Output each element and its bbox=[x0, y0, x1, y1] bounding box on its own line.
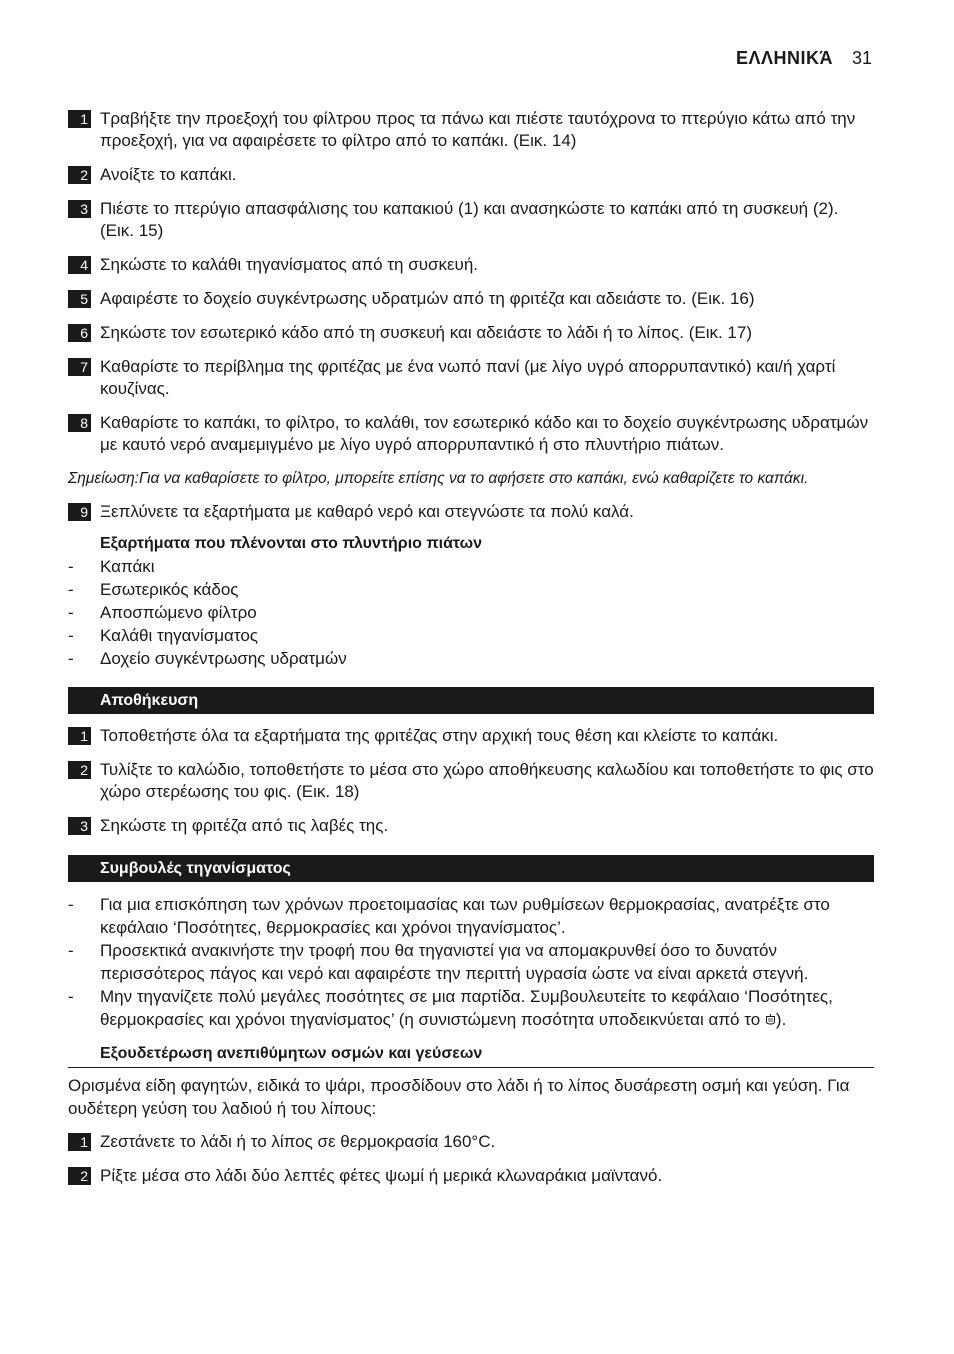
step-number: 9 bbox=[68, 503, 91, 521]
step-text: Σηκώστε τον εσωτερικό κάδο από τη συσκευή και αδειάστε το λάδι ή το λίπος. (Εικ. 17) bbox=[100, 323, 753, 342]
dash-bullet: - bbox=[68, 580, 74, 599]
step-text: Τοποθετήστε όλα τα εξαρτήματα της φριτέζας στην αρχική τους θέση και κλείστε το καπάκι. bbox=[100, 726, 779, 745]
odours-intro: Ορισμένα είδη φαγητών, ειδικά το ψάρι, προσδίδουν στο λάδι ή το λίπος δυσάρεστη οσμή και γεύση. Για ουδέτερη γεύση του λαδιού ή του λίπους: bbox=[68, 1076, 850, 1118]
section-bar-tips: Συμβουλές τηγανίσματος bbox=[68, 855, 874, 882]
step-text: Πιέστε το πτερύγιο απασφάλισης του καπακιού (1) και ανασηκώστε το καπάκι από τη συσκευή (2). (Εικ. 15) bbox=[100, 199, 839, 240]
step-text: Ξεπλύνετε τα εξαρτήματα με καθαρό νερό και στεγνώστε τα πολύ καλά. bbox=[100, 502, 634, 521]
storage-step bbox=[68, 725, 874, 747]
cleaning-step bbox=[68, 254, 874, 276]
step-text: Τραβήξτε την προεξοχή του φίλτρου προς τα πάνω και πιέστε ταυτόχρονα το πτερύγιο κάτω από την προεξοχή, για να αφαιρέσετε το φίλτρο από το καπάκι. (Εικ. 14) bbox=[100, 109, 856, 150]
dash-bullet: - bbox=[68, 626, 74, 645]
step-text: Ζεστάνετε το λάδι ή το λίπος σε θερμοκρασία 160°C. bbox=[100, 1132, 496, 1151]
step-number: 1 bbox=[68, 1133, 91, 1151]
dishwasher-heading: Εξαρτήματα που πλένονται στο πλυντήριο πιάτων bbox=[100, 535, 483, 552]
step-text: Ανοίξτε το καπάκι. bbox=[100, 165, 237, 184]
list-item: - Για μια επισκόπηση των χρόνων προετοιμασίας και των ρυθμίσεων θερμοκρασίας, ανατρέξτε στο κεφάλαιο ‘Ποσότητες, θερμοκρασίες και χρόνοι τηγανίσματος’. bbox=[68, 895, 830, 937]
section-bar-storage: Αποθήκευση bbox=[68, 687, 874, 714]
list-item: - Αποσπώμενο φίλτρο bbox=[68, 603, 257, 622]
step-number: 1 bbox=[68, 110, 91, 128]
dash-bullet: - bbox=[68, 987, 74, 1006]
step-number: 8 bbox=[68, 414, 91, 432]
step-text: Καθαρίστε το περίβλημα της φριτέζας με ένα νωπό πανί (με λίγο υγρό απορρυπαντικό) και/ή χαρτί κουζίνας. bbox=[100, 357, 836, 398]
step-text: Αφαιρέστε το δοχείο συγκέντρωσης υδρατμών από τη φριτέζα και αδειάστε το. (Εικ. 16) bbox=[100, 289, 755, 308]
storage-step bbox=[68, 759, 874, 803]
fry-basket-icon bbox=[765, 1013, 776, 1026]
list-item: - Καλάθι τηγανίσματος bbox=[68, 626, 258, 645]
storage-step bbox=[68, 815, 874, 837]
list-item: - Μην τηγανίζετε πολύ μεγάλες ποσότητες σε μια παρτίδα. Συμβουλευτείτε το κεφάλαιο ‘Ποσότητες, θερμοκρασίες και χρόνοι τηγανίσματος’ (η συνιστώμενη ποσότητα υποδεικνύεται από το ). bbox=[68, 987, 833, 1029]
page-content bbox=[68, 108, 874, 1199]
list-item: - Προσεκτικά ανακινήστε την τροφή που θα τηγανιστεί για να απομακρυνθεί όσο το δυνατόν περισσότερος πάγος και νερό και αφαιρέστε την περιττή υγρασία ώστε να είναι αρκετά στεγνή. bbox=[68, 941, 809, 983]
page-header bbox=[736, 48, 872, 69]
step-number: 3 bbox=[68, 200, 91, 218]
step-text: Σηκώστε το καλάθι τηγανίσματος από τη συσκευή. bbox=[100, 255, 479, 274]
odours-step bbox=[68, 1131, 874, 1153]
odours-step bbox=[68, 1165, 874, 1187]
cleaning-step bbox=[68, 108, 874, 152]
step-number: 4 bbox=[68, 256, 91, 274]
step-number: 2 bbox=[68, 1167, 91, 1185]
step-number: 2 bbox=[68, 761, 91, 779]
cleaning-step bbox=[68, 356, 874, 400]
cleaning-step bbox=[68, 164, 874, 186]
dash-bullet: - bbox=[68, 895, 74, 914]
dash-bullet: - bbox=[68, 941, 74, 960]
step-number: 2 bbox=[68, 166, 91, 184]
dishwasher-list bbox=[68, 555, 874, 670]
tips-list bbox=[68, 893, 874, 1031]
list-item: - Δοχείο συγκέντρωσης υδρατμών bbox=[68, 649, 347, 668]
note-text: Σημείωση:Για να καθαρίσετε το φίλτρο, μπορείτε επίσης να το αφήσετε στο καπάκι, ενώ καθαρίζετε το καπάκι. bbox=[68, 470, 809, 487]
step-number: 1 bbox=[68, 727, 91, 745]
step-number: 6 bbox=[68, 324, 91, 342]
section-divider bbox=[68, 1067, 874, 1068]
step-text: Ρίξτε μέσα στο λάδι δύο λεπτές φέτες ψωμί ή μερικά κλωναράκια μαϊντανό. bbox=[100, 1166, 663, 1185]
list-item: - Καπάκι bbox=[68, 557, 155, 576]
cleaning-step bbox=[68, 501, 874, 523]
step-text: Καθαρίστε το καπάκι, το φίλτρο, το καλάθι, τον εσωτερικό κάδο και το δοχείο συγκέντρωσης υδρατμών με καυτό νερό αναμεμιγμένο με λίγο υγρό απορρυπαντικό ή στο πλυντήριο πιάτων. bbox=[100, 413, 869, 454]
dash-bullet: - bbox=[68, 649, 74, 668]
step-text: Τυλίξτε το καλώδιο, τοποθετήστε το μέσα στο χώρο αποθήκευσης καλωδίου και τοποθετήστε το φις στο χώρο στερέωσης του φις. (Εικ. 18) bbox=[100, 760, 874, 801]
cleaning-step bbox=[68, 412, 874, 456]
dash-bullet: - bbox=[68, 603, 74, 622]
step-text: Σηκώστε τη φριτέζα από τις λαβές της. bbox=[100, 816, 389, 835]
cleaning-step bbox=[68, 322, 874, 344]
cleaning-step bbox=[68, 288, 874, 310]
dash-bullet: - bbox=[68, 557, 74, 576]
step-number: 3 bbox=[68, 817, 91, 835]
page-number: 31 bbox=[851, 48, 872, 68]
cleaning-step bbox=[68, 198, 874, 242]
odours-heading: Εξουδετέρωση ανεπιθύμητων οσμών και γεύσεων bbox=[100, 1045, 483, 1062]
list-item: - Εσωτερικός κάδος bbox=[68, 580, 239, 599]
step-number: 5 bbox=[68, 290, 91, 308]
step-number: 7 bbox=[68, 358, 91, 376]
language-label: ΕΛΛΗΝΙΚΆ bbox=[735, 48, 833, 68]
